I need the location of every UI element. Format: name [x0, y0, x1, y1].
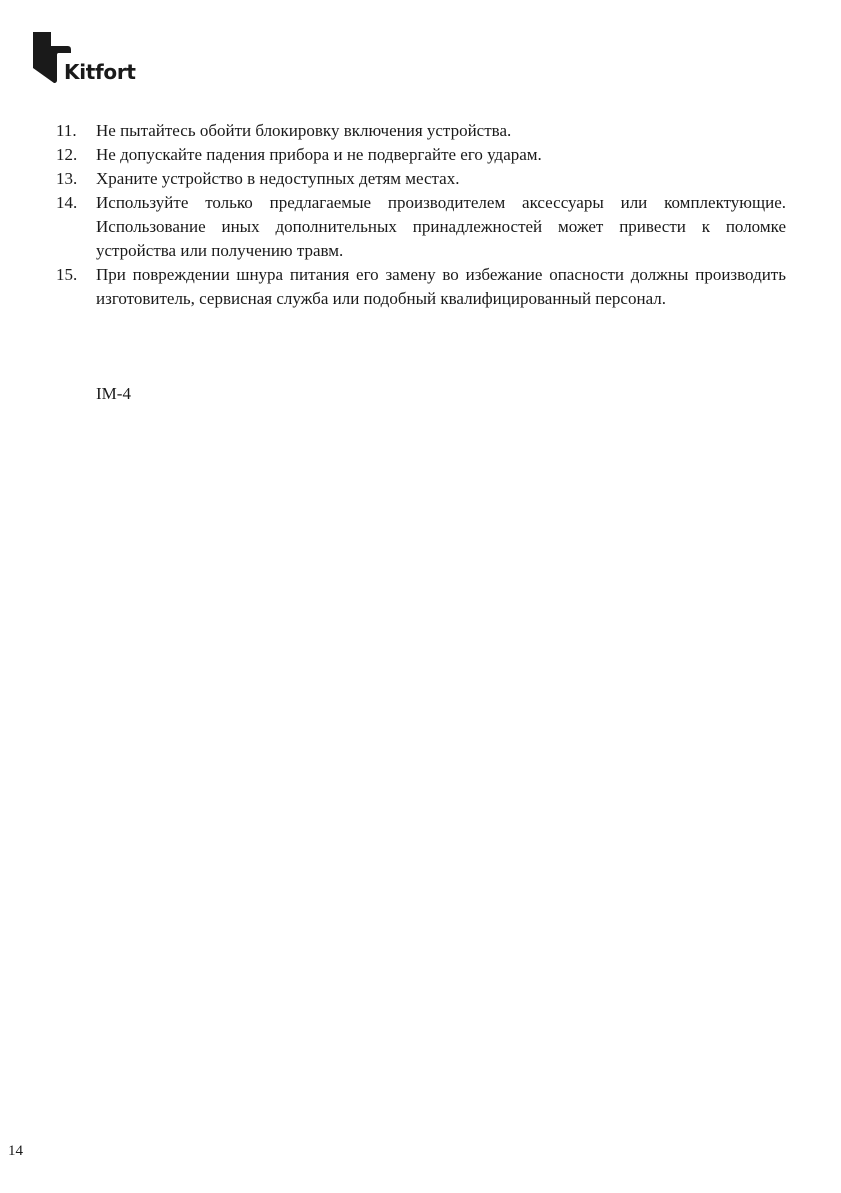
list-item: [56, 143, 786, 167]
model-code: IM-4: [96, 384, 131, 403]
list-item-number: 14.: [56, 193, 78, 212]
list-item-number: 15.: [56, 265, 78, 284]
page-number: 14: [8, 1143, 23, 1159]
list-item-number: 13.: [56, 169, 78, 188]
kitfort-logo: [33, 32, 153, 88]
list-item: [56, 263, 786, 311]
list-item-text: Храните устройство в недоступных детям местах.: [96, 169, 460, 188]
list-item-text: Не допускайте падения прибора и не подвергайте его ударам.: [96, 145, 542, 164]
list-item-number: 11.: [56, 121, 77, 140]
list-item-number: 12.: [56, 145, 78, 164]
list-item-text: Используйте только предлагаемые производителем аксессуары или комплектующие. Использование иных дополнительных принадлежностей может привести к поломке устройства или получению травм.: [96, 193, 786, 260]
list-item: [56, 191, 786, 263]
kitfort-logo-text: Kitfort: [64, 60, 136, 84]
safety-instructions-list: [56, 119, 786, 311]
list-item-text: При повреждении шнура питания его замену во избежание опасности должны производить изготовитель, сервисная служба или подобный квалифицированный персонал.: [96, 265, 786, 308]
list-item: [56, 119, 786, 143]
list-item: [56, 167, 786, 191]
list-item-text: Не пытайтесь обойти блокировку включения устройства.: [96, 121, 512, 140]
